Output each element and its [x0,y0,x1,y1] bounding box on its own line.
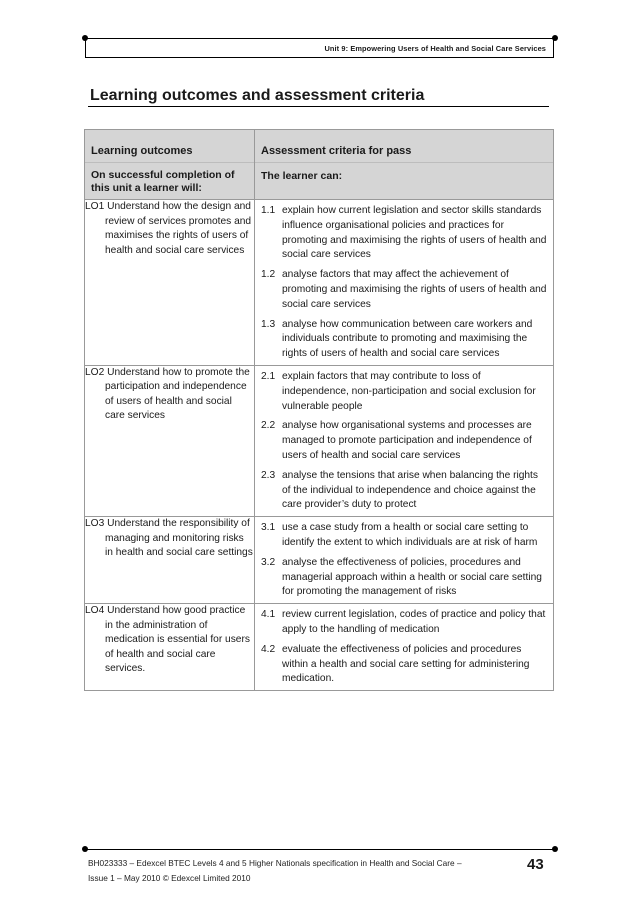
header-cell-criteria [255,130,554,200]
learning-outcome-cell [85,517,255,604]
table-row [85,200,554,366]
page-number: 43 [527,856,544,873]
running-header-text: Unit 9: Empowering Users of Health and Social Care Services [324,44,546,53]
criterion-number: 3.1 [261,522,276,534]
learning-outcome-text: LO1 Understand how the design and review of services promotes and maximises the rights of users of health and social care services [85,201,252,256]
header-cell-outcomes [85,130,255,200]
header-outcomes-title: Learning outcomes [91,145,193,157]
criterion-number: 1.2 [261,269,276,281]
criterion [255,469,553,513]
section-title: Learning outcomes and assessment criteria [90,87,425,104]
criterion [255,419,553,463]
learning-outcome-cell [85,604,255,691]
criterion-text: analyse how organisational systems and processes are managed to promote participation and independence of users of health and social care services [282,420,532,461]
criterion-text: evaluate the effectiveness of policies and procedures within a health and social care setting for administering medication. [282,643,530,685]
header-criteria-sub: The learner can: [255,162,553,199]
learning-outcome-cell [85,200,255,366]
learning-outcome-text: LO3 Understand the responsibility of managing and monitoring risks in health and social care settings [85,518,253,559]
title-rule [88,106,549,107]
criterion-number: 1.1 [261,205,276,216]
criteria-cell [255,604,554,691]
learning-outcome-text: LO4 Understand how good practice in the administration of medication is essential for users of health and social care services. [85,605,250,675]
footer-line-1: BH023333 – Edexcel BTEC Levels 4 and 5 Higher Nationals specification in Health and Social Care – [88,858,462,868]
criterion-text: explain how current legislation and sector skills standards influence organisational policies and practices for promoting and maximising the rights of users of health and social care services [282,205,547,261]
criterion [255,318,553,362]
header-criteria-title: Assessment criteria for pass [261,145,412,157]
criterion-number: 2.1 [261,370,276,382]
criterion-number: 2.3 [261,469,276,481]
criterion-text: explain factors that may contribute to loss of independence, non-participation and social exclusion for vulnerable people [282,370,536,412]
running-header [85,38,554,58]
table-row [85,517,554,604]
criterion [255,643,553,687]
criterion [255,608,553,638]
criteria-cell [255,365,554,516]
footer-rule [85,849,555,850]
learning-outcome-text: LO2 Understand how to promote the participation and independence of users of health and social care services [85,366,250,422]
criterion-text: review current legislation, codes of practice and policy that apply to the handling of medication [282,609,546,635]
criterion [255,521,553,551]
criterion-number: 2.2 [261,420,276,432]
criterion-number: 3.2 [261,556,276,568]
table-row [85,604,554,691]
criterion-number: 1.3 [261,318,276,330]
criteria-cell [255,200,554,366]
criterion-text: analyse the tensions that arise when balancing the rights of the individual to independence and choice against the care provider’s duty to protect [282,469,538,511]
criterion-number: 4.2 [261,643,276,655]
criteria-cell [255,517,554,604]
learning-outcomes-table [84,129,554,691]
criterion [255,268,553,312]
criterion-text: analyse factors that may affect the achievement of promoting and maximising the rights of users of health and social care services [282,269,547,310]
table-row [85,365,554,516]
footer-text [88,856,488,885]
criterion-number: 4.1 [261,609,276,621]
criterion [255,556,553,600]
criterion [255,204,553,263]
criterion-text: analyse how communication between care workers and individuals contribute to promoting and maximising the rights of users of health and social care services [282,318,533,360]
criterion [255,370,553,414]
header-outcomes-sub: On successful completion of this unit a learner will: [85,162,254,199]
criterion-text: analyse the effectiveness of policies, procedures and managerial approach within a health or social care setting for promoting the management of risks [282,556,542,598]
learning-outcome-cell [85,365,255,516]
criterion-text: use a case study from a health or social care setting to identify the extent to which individuals are at risk of harm [282,522,538,548]
footer-line-2: Issue 1 – May 2010 © Edexcel Limited 2010 [88,872,251,883]
